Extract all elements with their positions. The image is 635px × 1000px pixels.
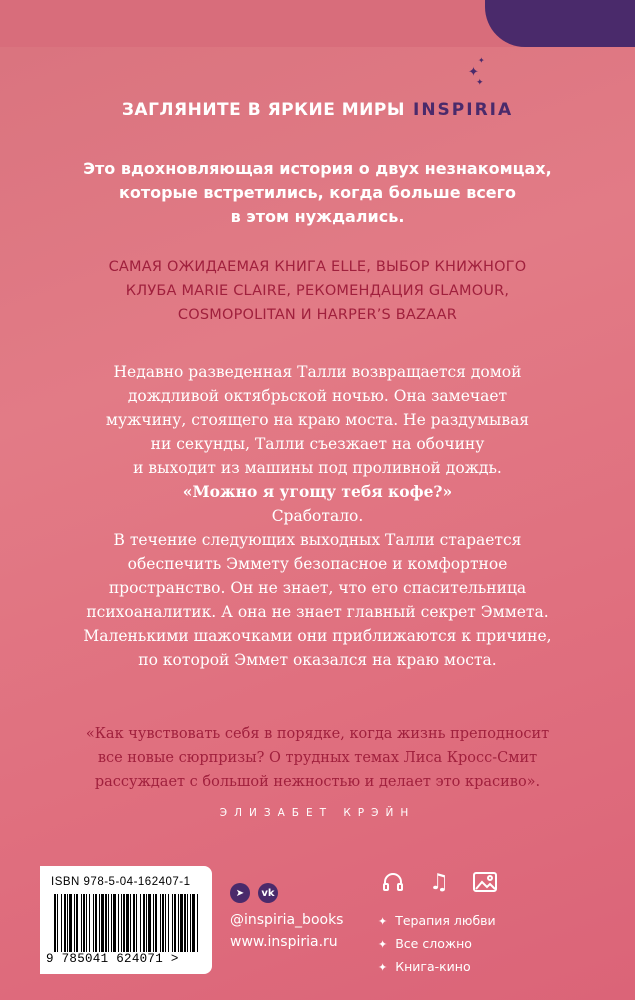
barcode-bar [140, 894, 141, 952]
barcode-bar [165, 894, 166, 952]
barcode-bar [187, 894, 188, 952]
series-header-text: ЗАГЛЯНИТЕ В ЯРКИЕ МИРЫ [121, 100, 405, 120]
barcode-bar [86, 894, 87, 952]
quote-line: рассуждает с большой нежностью и делает это красиво». [94, 774, 541, 790]
blurb-line: обеспечить Эммету безопасное и комфортное [127, 555, 508, 573]
press-line: COSMOPOLITAN И HARPER’S BAZAAR [177, 307, 458, 323]
barcode-bar [178, 894, 179, 952]
barcode-bar [57, 894, 58, 952]
review-quote [40, 722, 595, 794]
barcode-bar [143, 894, 145, 952]
barcode-bar [123, 894, 125, 952]
barcode-bar [89, 894, 90, 952]
sparkle-icon: ✦ [476, 78, 484, 88]
blurb-line: мужчину, стоящего на краю моста. Не раздумывая [105, 411, 530, 429]
social-block [230, 883, 343, 953]
feature-item [378, 933, 496, 956]
lead-line: которые встретились, когда больше всего [118, 183, 517, 202]
barcode-bar [111, 894, 112, 952]
brand-name: INSPIRIA [413, 100, 514, 120]
quote-author: ЭЛИЗАБЕТ КРЭЙН [219, 807, 416, 819]
blurb-line: Маленькими шажочками они приближаются к причине, [83, 627, 552, 645]
barcode-bar [192, 894, 195, 952]
star-icon: ✦ [378, 961, 388, 974]
blurb-line: по которой Эммет оказался на краю моста. [138, 651, 497, 669]
barcode-bar [153, 894, 154, 952]
barcode-bar [95, 894, 97, 952]
headphones-icon [378, 867, 408, 897]
feature-item [378, 956, 496, 979]
barcode-bar [146, 894, 147, 952]
barcode-bar [130, 894, 131, 952]
feature-label: Терапия любви [395, 913, 496, 928]
media-icons [378, 867, 500, 897]
blurb-line: психоаналитик. А она не знает главный секрет Эммета. [86, 603, 549, 621]
isbn-barcode-box [40, 866, 212, 974]
barcode-bar [67, 894, 68, 952]
series-header [0, 100, 635, 120]
barcode-bar [162, 894, 164, 952]
blurb-quote-line: «Можно я угощу тебя кофе?» [182, 482, 453, 501]
barcode-bar [61, 894, 62, 952]
features-list [378, 910, 496, 979]
barcode-bar [174, 894, 176, 952]
lead-line: в этом нуждались. [230, 207, 405, 226]
telegram-icon[interactable]: ➤ [230, 883, 250, 903]
barcode [52, 894, 202, 952]
press-line: САМАЯ ОЖИДАЕМАЯ КНИГА ELLE, ВЫБОР КНИЖНОГО [108, 259, 527, 275]
blurb-line: Недавно разведенная Талли возвращается домой [113, 363, 522, 381]
blurb-line: Сработало. [271, 507, 364, 525]
barcode-bar [74, 894, 75, 952]
star-icon: ✦ [378, 915, 388, 928]
press-recommendations [40, 255, 595, 327]
vk-icon-text: vk [261, 887, 275, 899]
lead-line: Это вдохновляющая история о двух незнакомцах, [83, 159, 552, 178]
blurb-line: дождливой октябрьской ночью. Она замечает [127, 387, 508, 405]
barcode-bar [108, 894, 109, 952]
book-blurb [40, 360, 595, 672]
isbn-label: ISBN 978-5-04-162407-1 [51, 876, 191, 888]
barcode-bar [184, 894, 186, 952]
barcode-bar [126, 894, 129, 952]
barcode-bar [76, 894, 78, 952]
barcode-bar [81, 894, 82, 952]
blurb-line: В течение следующих выходных Талли старается [113, 531, 522, 549]
barcode-bar [136, 894, 137, 952]
barcode-bar [155, 894, 157, 952]
website-link[interactable]: www.inspiria.ru [230, 934, 338, 950]
barcode-bar [99, 894, 100, 952]
quote-line: «Как чувствовать себя в порядке, когда жизнь преподносит [85, 726, 550, 742]
sparkle-icon: ✦ [478, 56, 485, 65]
barcode-bar [118, 894, 119, 952]
music-note-icon: ♫ [429, 869, 449, 895]
barcode-bar [160, 894, 161, 952]
vk-icon[interactable] [258, 883, 278, 903]
barcode-bar [54, 894, 56, 952]
barcode-bar [168, 894, 169, 952]
barcode-bar [105, 894, 107, 952]
social-handle[interactable]: @inspiria_books [230, 912, 344, 928]
star-icon: ✦ [378, 938, 388, 951]
barcode-bar [190, 894, 191, 952]
barcode-bar [121, 894, 122, 952]
barcode-digits: 9 785041 624071 > [46, 952, 179, 966]
barcode-bar [83, 894, 85, 952]
barcode-bar [133, 894, 135, 952]
quote-line: все новые сюрпризы? О трудных темах Лиса Кросс-Смит [97, 750, 538, 766]
barcode-bar [172, 894, 173, 952]
barcode-bar [113, 894, 116, 952]
barcode-bar [180, 894, 183, 952]
barcode-bar [148, 894, 151, 952]
feature-label: Все сложно [395, 936, 472, 951]
image-icon [470, 867, 500, 897]
barcode-bar [64, 894, 66, 952]
blurb-line: ни секунды, Талли съезжает на обочину [150, 435, 485, 453]
barcode-bar [101, 894, 104, 952]
barcode-bar [93, 894, 94, 952]
barcode-bar [197, 894, 198, 952]
press-line: КЛУБА MARIE CLAIRE, РЕКОМЕНДАЦИЯ GLAMOUR, [125, 283, 510, 299]
blurb-line: пространство. Он не знает, что его спасительница [108, 579, 527, 597]
sparkle-icon: ✦ [468, 65, 479, 80]
publisher-tab [485, 0, 635, 47]
feature-item [378, 910, 496, 933]
feature-label: Книга-кино [395, 959, 471, 974]
lead-text [60, 157, 575, 229]
blurb-line: и выходит из машины под проливной дождь. [133, 459, 502, 477]
barcode-bar [69, 894, 72, 952]
